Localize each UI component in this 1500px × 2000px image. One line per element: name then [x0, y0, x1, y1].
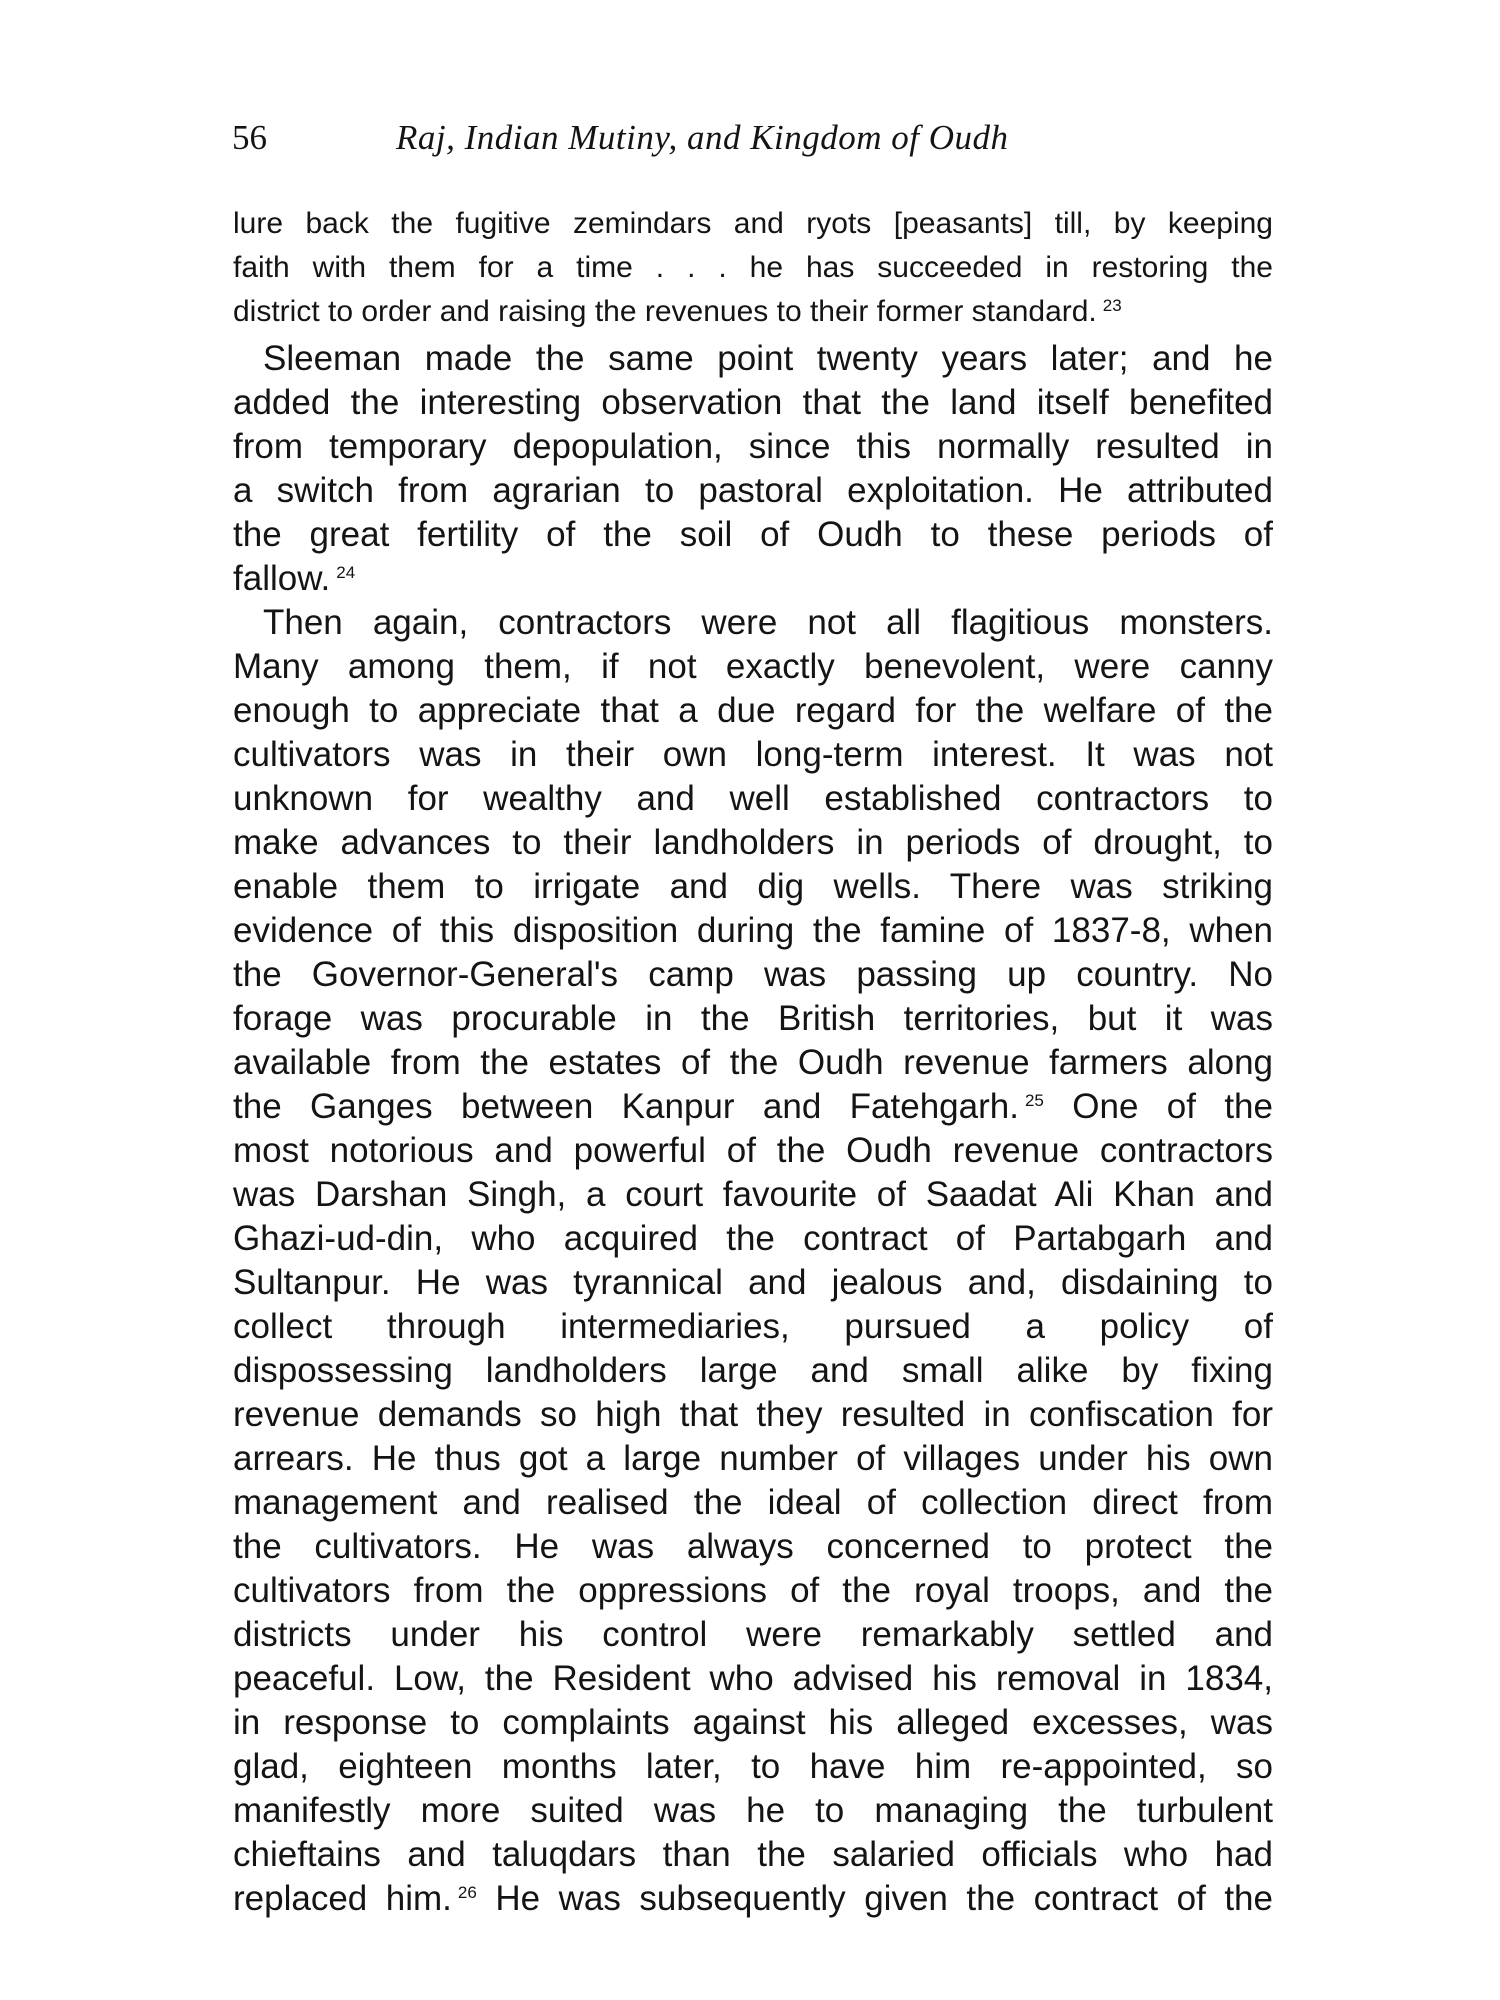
paragraph-line: dispossessing landholders large and small alike by fixing: [233, 1351, 1273, 1390]
paragraph-line: collect through intermediaries, pursued a policy of: [233, 1307, 1273, 1346]
paragraph-line: manifestly more suited was he to managing the turbulent: [233, 1791, 1273, 1830]
paragraph-line: the Governor-General's camp was passing up country. No: [233, 955, 1273, 994]
paragraph-line: districts under his control were remarkably settled and: [233, 1615, 1273, 1654]
footnote-ref-26: 26: [457, 1883, 477, 1902]
paragraph-line: from temporary depopulation, since this normally resulted in: [233, 427, 1273, 466]
paragraph-sleeman: [233, 337, 1273, 601]
quote-line: district to order and raising the revenues to their former standard. $^{23}$: [233, 295, 1122, 328]
paragraph-line: available from the estates of the Oudh revenue farmers along: [233, 1043, 1273, 1082]
paragraph-line: management and realised the ideal of collection direct from: [233, 1483, 1273, 1522]
running-head: [232, 112, 1268, 164]
paragraph-line: Sultanpur. He was tyrannical and jealous and, disdaining to: [233, 1263, 1273, 1302]
paragraph-line: the cultivators. He was always concerned to protect the: [233, 1527, 1273, 1566]
footnote-ref-23: 23: [1102, 296, 1122, 315]
paragraph-line: Then again, contractors were not all flagitious monsters.: [263, 603, 1273, 642]
quote-line: faith with them for a time . . . he has succeeded in restoring the: [233, 251, 1273, 284]
block-quote: [233, 202, 1273, 334]
page-number: 56: [232, 118, 267, 157]
paragraph-line: the Ganges between Kanpur and Fatehgarh. $^{25}$ One of the: [233, 1087, 1273, 1126]
paragraph-line: fallow. $^{24}$: [233, 559, 356, 598]
quote-line: lure back the fugitive zemindars and ryots [peasants] till, by keeping: [233, 207, 1273, 240]
paragraph-line: Sleeman made the same point twenty years later; and he: [263, 339, 1273, 378]
paragraph-line: enable them to irrigate and dig wells. There was striking: [233, 867, 1273, 906]
paragraph-line: revenue demands so high that they resulted in confiscation for: [233, 1395, 1273, 1434]
paragraph-line: Ghazi-ud-din, who acquired the contract of Partabgarh and: [233, 1219, 1273, 1258]
paragraph-line: enough to appreciate that a due regard for the welfare of the: [233, 691, 1273, 730]
paragraph-contractors: [233, 601, 1273, 1921]
paragraph-line: cultivators from the oppressions of the royal troops, and the: [233, 1571, 1273, 1610]
paragraph-line: make advances to their landholders in periods of drought, to: [233, 823, 1273, 862]
paragraph-line: in response to complaints against his alleged excesses, was: [233, 1703, 1273, 1742]
paragraph-line: the great fertility of the soil of Oudh to these periods of: [233, 515, 1273, 554]
paragraph-line: added the interesting observation that the land itself benefited: [233, 383, 1273, 422]
footnote-ref-25: 25: [1024, 1091, 1044, 1110]
paragraph-line: chieftains and taluqdars than the salaried officials who had: [233, 1835, 1273, 1874]
paragraph-line: most notorious and powerful of the Oudh revenue contractors: [233, 1131, 1273, 1170]
paragraph-line: replaced him. $^{26}$ He was subsequently given the contract of the: [233, 1879, 1273, 1918]
running-title: Raj, Indian Mutiny, and Kingdom of Oudh: [396, 118, 1009, 157]
paragraph-line: peaceful. Low, the Resident who advised his removal in 1834,: [233, 1659, 1273, 1698]
paragraph-line: arrears. He thus got a large number of villages under his own: [233, 1439, 1273, 1478]
footnote-ref-24: 24: [336, 563, 356, 582]
paragraph-line: was Darshan Singh, a court favourite of Saadat Ali Khan and: [233, 1175, 1273, 1214]
paragraph-line: unknown for wealthy and well established contractors to: [233, 779, 1273, 818]
paragraph-line: evidence of this disposition during the famine of 1837-8, when: [233, 911, 1273, 950]
paragraph-line: Many among them, if not exactly benevolent, were canny: [233, 647, 1273, 686]
paragraph-line: glad, eighteen months later, to have him re-appointed, so: [233, 1747, 1273, 1786]
paragraph-line: forage was procurable in the British territories, but it was: [233, 999, 1273, 1038]
paragraph-line: a switch from agrarian to pastoral exploitation. He attributed: [233, 471, 1273, 510]
paragraph-line: cultivators was in their own long-term interest. It was not: [233, 735, 1273, 774]
